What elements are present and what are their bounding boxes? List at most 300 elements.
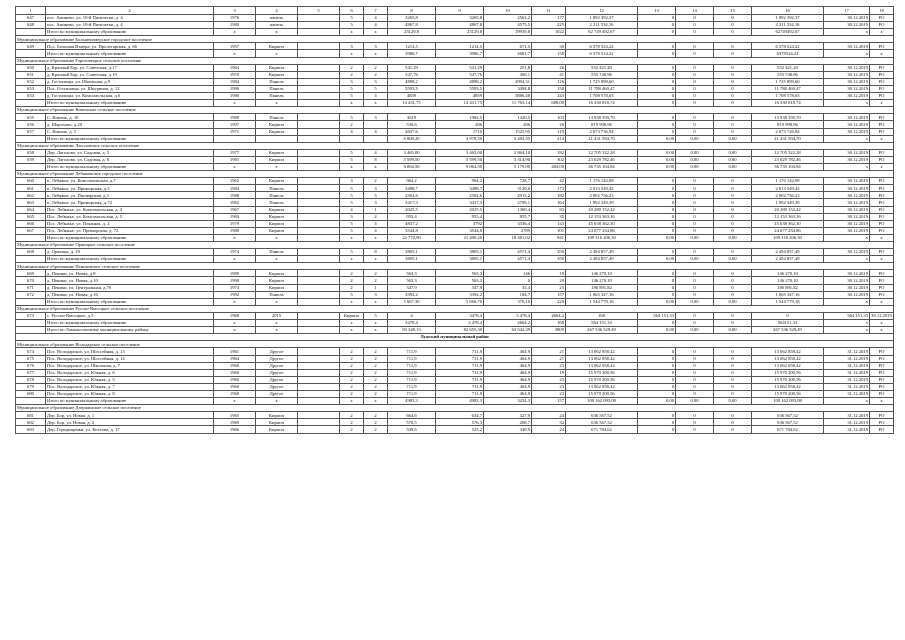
table-cell: 2025,5 xyxy=(388,206,436,213)
table-cell: 20 280 152,42 xyxy=(566,206,638,213)
table-cell: 564151,33 xyxy=(752,320,824,327)
table-cell: панель xyxy=(256,22,298,29)
table-cell-empty xyxy=(298,213,340,220)
table-cell: 2 673 726,94 xyxy=(752,128,824,135)
table-cell: x xyxy=(824,163,870,170)
table-cell: x xyxy=(340,298,364,305)
table-cell: 1979 xyxy=(214,220,256,227)
table-cell: 1962 xyxy=(214,178,256,185)
table-cell: Кирпич xyxy=(256,149,298,156)
table-cell: 3336,4 xyxy=(484,220,532,227)
table-cell: 30.12.2019 xyxy=(824,128,870,135)
table-cell: 549,6 xyxy=(388,426,436,433)
table-cell xyxy=(16,234,46,241)
table-cell: 1 725 899,60 xyxy=(752,78,824,85)
table-cell: 0 xyxy=(638,78,676,85)
column-number: 9 xyxy=(436,7,484,15)
table-cell: 186 891,82 xyxy=(566,284,638,291)
table-cell: x xyxy=(364,50,388,57)
table-cell xyxy=(16,135,46,142)
table-cell: 0 xyxy=(714,64,752,71)
table-cell-empty xyxy=(298,135,340,142)
table-cell: 12 153 363,16 xyxy=(752,213,824,220)
table-cell: 1 892 392,37 xyxy=(566,15,638,22)
table-cell: РО xyxy=(870,227,894,234)
table-cell: 14 431,75 xyxy=(436,100,484,107)
table-cell: Кирпич xyxy=(256,178,298,185)
table-cell: п. Лебяжье, ул. Пионерская, д.5 xyxy=(46,192,214,199)
table-cell: 349,9 xyxy=(484,426,532,433)
table-cell: д. Красный Бор, ул. Советская, д.17 xyxy=(46,64,214,71)
table-cell: 0 xyxy=(714,71,752,78)
table-cell: 3544,8 xyxy=(388,227,436,234)
table-cell: 0,00 xyxy=(676,149,714,156)
municipality-heading-row xyxy=(16,142,894,149)
table-cell: 0 xyxy=(638,128,676,135)
table-cell-empty xyxy=(298,376,340,383)
table-cell: 2 xyxy=(340,362,364,369)
table-cell-empty xyxy=(298,312,340,319)
table-cell: x xyxy=(824,256,870,263)
table-cell: x xyxy=(214,29,256,36)
municipality-heading: Муниципальное образование Лаголовское сельское поселение xyxy=(16,142,894,149)
table-cell: 30.12.2019 xyxy=(824,22,870,29)
table-cell: 109 316 206,30 xyxy=(752,234,824,241)
table-cell: 0 xyxy=(676,199,714,206)
table-cell: x xyxy=(870,50,894,57)
table-cell: 5 xyxy=(364,85,388,92)
table-cell: x xyxy=(214,256,256,263)
table-cell: д. Пеники, ул. Новая, д.10 xyxy=(46,277,214,284)
table-cell: 126 xyxy=(532,78,566,85)
table-cell: 6 378 524,22 xyxy=(566,43,638,50)
table-cell: x xyxy=(824,398,870,405)
table-cell: Панель xyxy=(256,85,298,92)
table-cell: 3417,3 xyxy=(388,199,436,206)
table-row xyxy=(16,419,894,426)
table-cell: 182 xyxy=(532,192,566,199)
table-cell: 30.12.2019 xyxy=(824,199,870,206)
table-cell: 30.12.2019 xyxy=(824,15,870,22)
table-cell: С. Кипень, д. 5 xyxy=(46,128,214,135)
table-cell-empty xyxy=(298,93,340,100)
table-cell-empty xyxy=(298,163,340,170)
table-cell: 2 xyxy=(364,426,388,433)
table-cell: 1 708 578,63 xyxy=(566,93,638,100)
table-cell: Другое xyxy=(256,348,298,355)
table-cell: 4 xyxy=(340,206,364,213)
table-cell: 177 xyxy=(532,15,566,22)
table-cell: x xyxy=(256,320,298,327)
table-cell: 5 xyxy=(340,185,364,192)
table-cell: 30.12.2019 xyxy=(824,64,870,71)
table-cell: 1964 xyxy=(214,355,256,362)
table-cell: 0 xyxy=(638,270,676,277)
table-cell: 12 153 363,16 xyxy=(566,213,638,220)
table-cell: 0 xyxy=(638,249,676,256)
table-cell: РО xyxy=(870,362,894,369)
column-number: 4 xyxy=(256,7,298,15)
column-number: 15 xyxy=(714,7,752,15)
table-cell: 634,7 xyxy=(436,412,484,419)
table-cell: 21 xyxy=(532,355,566,362)
table-cell: 3 xyxy=(340,43,364,50)
table-cell: 464,9 xyxy=(484,369,532,376)
table-cell: 0 xyxy=(638,64,676,71)
table-cell: 2 xyxy=(364,376,388,383)
table-cell: x xyxy=(824,50,870,57)
table-cell-empty xyxy=(298,192,340,199)
table-row xyxy=(16,412,894,419)
table-cell: 0,00 xyxy=(714,149,752,156)
table-cell: 0 xyxy=(676,64,714,71)
table-cell: 0 xyxy=(676,178,714,185)
table-cell: 636 567,52 xyxy=(752,412,824,419)
table-cell: 525,2 xyxy=(436,426,484,433)
table-cell: РО xyxy=(870,71,894,78)
table-cell: 563,3 xyxy=(388,270,436,277)
table-cell: x xyxy=(340,29,364,36)
column-number: 13 xyxy=(638,7,676,15)
table-cell: Пос. Володарское, ул. Шоссейная, д. 13 xyxy=(46,348,214,355)
table-cell: 26 xyxy=(532,64,566,71)
table-cell: 0,00 xyxy=(714,156,752,163)
table-cell: 23 029 782,46 xyxy=(752,156,824,163)
table-cell: 23 xyxy=(532,362,566,369)
table-cell: 31.12.2019 xyxy=(824,362,870,369)
table-cell: д. Пеники, ул. Центральная, д.7б xyxy=(46,284,214,291)
table-cell-empty xyxy=(298,43,340,50)
table-cell: x xyxy=(870,100,894,107)
table-cell: 4898,2 xyxy=(436,78,484,85)
table-cell: 4859 xyxy=(388,93,436,100)
table-cell: 30.12.2019 xyxy=(824,121,870,128)
table-cell: 0 xyxy=(676,93,714,100)
table-cell: 0 xyxy=(638,412,676,419)
table-cell: 464,9 xyxy=(484,355,532,362)
table-cell-empty xyxy=(298,149,340,156)
table-cell: 23129,8 xyxy=(436,29,484,36)
table-cell: Кирпич xyxy=(256,71,298,78)
table-cell: 711,9 xyxy=(436,369,484,376)
table-cell: 5 xyxy=(340,192,364,199)
table-cell: 2 xyxy=(364,178,388,185)
table-cell-empty xyxy=(298,298,340,305)
table-cell: 653 xyxy=(16,85,46,92)
table-cell: 31.12.2019 xyxy=(824,419,870,426)
table-cell: РО xyxy=(870,277,894,284)
table-cell: 1965 xyxy=(214,412,256,419)
table-cell: 5 599,50 xyxy=(388,156,436,163)
table-cell: 21 xyxy=(532,348,566,355)
table-cell: 484,00 xyxy=(532,163,566,170)
table-cell xyxy=(16,298,46,305)
table-cell-empty xyxy=(298,249,340,256)
table-cell: 1 544 779,18 xyxy=(566,298,638,305)
table-cell: 0 xyxy=(714,93,752,100)
table-cell: 4898,2 xyxy=(388,78,436,85)
table-row xyxy=(16,114,894,121)
table-cell: 30.12.2019 xyxy=(824,78,870,85)
table-cell: 3805,1 xyxy=(436,256,484,263)
table-cell: 0,00 xyxy=(714,398,752,405)
table-cell-empty xyxy=(298,369,340,376)
table-cell: 0 xyxy=(676,206,714,213)
table-cell: 0 xyxy=(714,78,752,85)
table-cell: 2 494 857,49 xyxy=(566,256,638,263)
table-cell: 20 280 152,42 xyxy=(752,206,824,213)
municipality-heading: Муниципальное образование Гороховецкое сельское поселение xyxy=(16,57,894,64)
municipality-heading-row xyxy=(16,36,894,43)
table-cell: 2 xyxy=(364,369,388,376)
table-cell: 0 xyxy=(714,206,752,213)
table-cell: 2 xyxy=(340,383,364,390)
table-cell: 12 705 322,28 xyxy=(566,149,638,156)
table-cell: x xyxy=(340,100,364,107)
table-cell: 5 xyxy=(340,291,364,298)
table-cell: 350 xyxy=(532,249,566,256)
table-cell: 3619 xyxy=(388,114,436,121)
table-cell: 173 xyxy=(532,185,566,192)
table-cell: Кирпич xyxy=(256,128,298,135)
table-cell: Пос. Володарское, ул. Школьная, д. 7 xyxy=(46,362,214,369)
table-cell: x xyxy=(214,234,256,241)
table-cell: 0 xyxy=(638,22,676,29)
table-cell: 2 xyxy=(340,270,364,277)
table-cell: 0 xyxy=(714,376,752,383)
table-cell: x xyxy=(870,29,894,36)
table-cell: 678 xyxy=(16,376,46,383)
table-cell: 669 xyxy=(16,270,46,277)
table-cell: 0 xyxy=(676,185,714,192)
column-number: 12 xyxy=(566,7,638,15)
table-cell: Кирпич xyxy=(256,284,298,291)
table-cell: 0 xyxy=(714,362,752,369)
table-row xyxy=(16,93,894,100)
table-cell: x xyxy=(364,100,388,107)
table-cell: 20 xyxy=(532,277,566,284)
table-row xyxy=(16,78,894,85)
table-cell: 2 002 756,23 xyxy=(752,192,824,199)
table-cell: 24 xyxy=(532,412,566,419)
table-cell-empty xyxy=(298,398,340,405)
table-cell: Кирпич xyxy=(256,156,298,163)
table-cell: РО xyxy=(870,192,894,199)
table-cell: Дер. Лаголово, ул. Садовая, д. 5 xyxy=(46,149,214,156)
table-cell-empty xyxy=(298,234,340,241)
table-cell: 1960 xyxy=(214,362,256,369)
table-cell: 0 xyxy=(638,185,676,192)
table-cell: 1982,5 xyxy=(436,114,484,121)
table-cell: РО xyxy=(870,199,894,206)
table-cell: 0 xyxy=(714,312,752,319)
table-cell: 143 xyxy=(532,220,566,227)
table-cell: 0 xyxy=(638,100,676,107)
table-cell: 941 xyxy=(532,234,566,241)
table-cell: Пос. Лебяжье, ул. Приморская, д. 72 xyxy=(46,227,214,234)
table-cell: 0 xyxy=(676,412,714,419)
table-cell: РО xyxy=(870,376,894,383)
table-cell: 13 062 858,42 xyxy=(752,348,824,355)
table-cell: 2 xyxy=(364,419,388,426)
table-cell: 1525,95 xyxy=(484,128,532,135)
table-cell: РО xyxy=(870,206,894,213)
column-number: 8 xyxy=(388,7,436,15)
table-cell: 1988 xyxy=(214,192,256,199)
table-cell: 464,9 xyxy=(484,376,532,383)
table-cell: 30.12.2019 xyxy=(824,71,870,78)
table-cell: Панель xyxy=(256,185,298,192)
table-cell: 2 002 756,23 xyxy=(566,192,638,199)
table-cell: Панель xyxy=(256,93,298,100)
table-cell: x xyxy=(870,234,894,241)
table-row xyxy=(16,348,894,355)
table-cell: x xyxy=(870,320,894,327)
table-cell-empty xyxy=(298,412,340,419)
table-cell: 2 xyxy=(340,355,364,362)
table-cell: 164 xyxy=(532,199,566,206)
table-cell: 2 xyxy=(340,64,364,71)
table-cell: Кирпич xyxy=(256,426,298,433)
table-cell: 3498,7 xyxy=(388,185,436,192)
table-cell: 1214,5 xyxy=(388,43,436,50)
table-cell: 2 xyxy=(364,277,388,284)
table-row xyxy=(16,376,894,383)
table-cell: 22 770,90 xyxy=(388,234,436,241)
table-cell: 2 211 534,16 xyxy=(752,22,824,29)
municipality-heading: Муниципальное образование Оржицкое сельское поселение xyxy=(16,242,894,249)
table-cell: 2664,2 xyxy=(484,320,532,327)
table-cell: 819 998,96 xyxy=(752,121,824,128)
table-cell: 2 xyxy=(364,355,388,362)
table-cell: 666 xyxy=(16,220,46,227)
table-cell: 1980 xyxy=(214,93,256,100)
table-cell: 0 xyxy=(714,369,752,376)
table-cell: 15 970 200,56 xyxy=(752,390,824,397)
table-cell: 0 xyxy=(638,320,676,327)
table-cell: 0 xyxy=(714,390,752,397)
table-cell: 655 xyxy=(16,114,46,121)
table-cell: 5 xyxy=(340,15,364,22)
table-cell: РО xyxy=(870,15,894,22)
table-cell: 672 xyxy=(16,291,46,298)
table-cell xyxy=(16,163,46,170)
table-cell: 1984 xyxy=(214,78,256,85)
table-cell: 0 xyxy=(676,362,714,369)
table-cell: д. Пеники, ул. Новая, д.16 xyxy=(46,291,214,298)
table-cell: Итого по Ломоносовскому муниципальному району xyxy=(46,327,214,334)
table-cell: РО xyxy=(870,419,894,426)
table-cell: д. Пеники, ул. Новая, д.8 xyxy=(46,270,214,277)
table-cell: 1984 xyxy=(214,185,256,192)
table-cell: 0 xyxy=(638,376,676,383)
table-cell: 661 xyxy=(16,185,46,192)
table-cell: 681 xyxy=(16,412,46,419)
table-cell: 711,9 xyxy=(436,376,484,383)
table-cell: РО xyxy=(870,121,894,128)
table-cell: РО xyxy=(870,22,894,29)
table-cell: 0 xyxy=(638,383,676,390)
table-cell: x xyxy=(256,298,298,305)
table-cell: Итого по муниципальному образованию xyxy=(46,29,214,36)
table-cell: 1 065 347,16 xyxy=(752,291,824,298)
table-cell: 13 062 858,42 xyxy=(752,362,824,369)
table-cell: 2 673 736,94 xyxy=(566,128,638,135)
table-cell: 0 xyxy=(638,355,676,362)
table-cell: РО xyxy=(870,185,894,192)
table-cell: 83 348,13 xyxy=(388,327,436,334)
table-cell: 2 xyxy=(364,362,388,369)
table-cell: x xyxy=(364,256,388,263)
table-cell-empty xyxy=(298,128,340,135)
table-cell: x xyxy=(256,327,298,334)
table-cell: 0 xyxy=(676,277,714,284)
table-cell: 24 xyxy=(532,426,566,433)
table-cell: РО xyxy=(870,64,894,71)
table-cell: 18 481,02 xyxy=(484,234,532,241)
table-cell: 220 xyxy=(532,298,566,305)
table-cell: 24 077 234,86 xyxy=(566,227,638,234)
table-cell: 5 666,70 xyxy=(436,298,484,305)
table-cell: Другое xyxy=(256,376,298,383)
table-cell: 30.12.2019 xyxy=(824,93,870,100)
table-cell: 30.12.2019 xyxy=(824,220,870,227)
table-cell-empty xyxy=(298,327,340,334)
table-cell: 2 494 857,49 xyxy=(752,249,824,256)
district-heading-row xyxy=(16,334,894,341)
table-cell: x xyxy=(256,256,298,263)
table-cell: x xyxy=(214,50,256,57)
table-cell: 0 xyxy=(638,277,676,284)
table-cell: 150 xyxy=(532,85,566,92)
table-cell: 0 xyxy=(638,213,676,220)
table-cell: 3 465,00 xyxy=(388,149,436,156)
table-cell: д. Красный Бор, ул. Советская, д.19 xyxy=(46,71,214,78)
table-cell: 0 xyxy=(714,85,752,92)
table-cell: 12 705 322,28 xyxy=(752,149,824,156)
table-cell: Другое xyxy=(256,369,298,376)
table-row xyxy=(16,64,894,71)
table-cell: 3 xyxy=(340,213,364,220)
table-cell: 0 xyxy=(676,284,714,291)
table-cell: Панель xyxy=(256,199,298,206)
table-cell: 0 xyxy=(638,121,676,128)
table-cell: 651 xyxy=(16,71,46,78)
table-cell: x xyxy=(824,320,870,327)
table-cell: 1984 xyxy=(214,213,256,220)
table-cell: 302 xyxy=(532,156,566,163)
table-cell: 3 xyxy=(364,192,388,199)
table-cell: РО xyxy=(870,348,894,355)
table-cell: 1 176 142,08 xyxy=(566,178,638,185)
table-cell: 146 270,10 xyxy=(566,277,638,284)
table-cell: x xyxy=(340,256,364,263)
table-cell-empty xyxy=(298,270,340,277)
table-cell: 547,76 xyxy=(436,71,484,78)
table-cell: 1980 xyxy=(214,227,256,234)
table-cell: Итого по муниципальному образованию xyxy=(46,100,214,107)
table-cell: 360,1 xyxy=(484,71,532,78)
table-cell: 0 xyxy=(676,320,714,327)
table-cell: x xyxy=(214,100,256,107)
table-cell: 3 xyxy=(364,78,388,85)
table-cell: 62749492,67 xyxy=(752,29,824,36)
table-cell: 4 xyxy=(364,93,388,100)
table-cell: 42 xyxy=(532,178,566,185)
table-cell: 1969 xyxy=(214,419,256,426)
table-cell: 555 748,96 xyxy=(752,71,824,78)
table-cell xyxy=(16,50,46,57)
